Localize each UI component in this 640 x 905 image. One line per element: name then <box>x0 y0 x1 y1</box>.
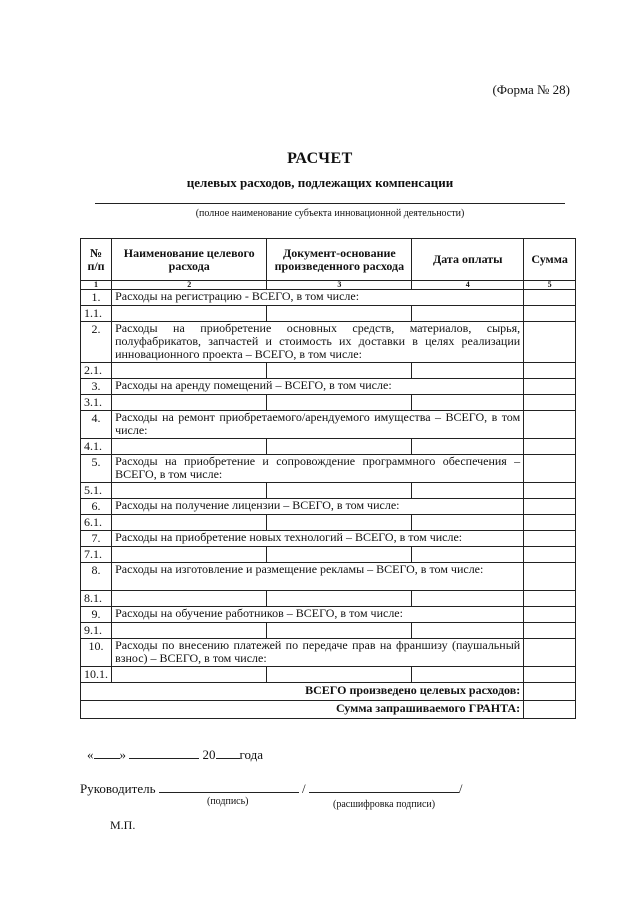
subrow-doc-cell[interactable] <box>267 667 412 683</box>
table-row <box>81 455 576 483</box>
document-title: РАСЧЕТ <box>287 150 353 167</box>
subrow-doc-cell[interactable] <box>267 623 412 639</box>
table-subrow <box>81 667 576 683</box>
subrow-sum-cell[interactable] <box>524 363 576 379</box>
row-sum-cell[interactable] <box>524 455 576 483</box>
subrow-doc-cell[interactable] <box>267 306 412 322</box>
subrow-sum-cell[interactable] <box>524 439 576 455</box>
grant-sum-cell[interactable] <box>524 701 576 719</box>
row-number: 6. <box>81 499 112 515</box>
table-row <box>81 411 576 439</box>
table-subrow <box>81 439 576 455</box>
subrow-date-cell[interactable] <box>412 591 524 607</box>
signature-slash: / <box>302 781 306 796</box>
table-row <box>81 639 576 667</box>
subrow-name-cell[interactable] <box>112 483 267 499</box>
table-subrow <box>81 363 576 379</box>
day-blank[interactable] <box>94 746 120 759</box>
row-number: 10. <box>81 639 112 667</box>
table-row <box>81 290 576 306</box>
row-description: Расходы на ремонт приобретаемого/арендуемого имущества – ВСЕГО, в том числе: <box>112 411 524 439</box>
row-number: 2. <box>81 322 112 363</box>
row-description: Расходы на получение лицензии – ВСЕГО, в том числе: <box>112 499 524 515</box>
subrow-name-cell[interactable] <box>112 547 267 563</box>
total-expenses-row <box>81 683 576 701</box>
row-sum-cell[interactable] <box>524 531 576 547</box>
row-sum-cell[interactable] <box>524 639 576 667</box>
table-row <box>81 531 576 547</box>
decode-blank[interactable] <box>309 780 459 793</box>
row-description: Расходы на обучение работников – ВСЕГО, в том числе: <box>112 607 524 623</box>
subrow-sum-cell[interactable] <box>524 667 576 683</box>
subrow-sum-cell[interactable] <box>524 623 576 639</box>
table-subrow <box>81 547 576 563</box>
subrow-date-cell[interactable] <box>412 439 524 455</box>
column-number: 1 <box>81 281 112 290</box>
signature-slash-end: / <box>458 781 463 796</box>
subrow-number: 2.1. <box>81 363 112 379</box>
subrow-doc-cell[interactable] <box>267 515 412 531</box>
row-sum-cell[interactable] <box>524 322 576 363</box>
column-number: 5 <box>524 281 576 290</box>
subrow-number: 6.1. <box>81 515 112 531</box>
row-sum-cell[interactable] <box>524 290 576 306</box>
row-number: 7. <box>81 531 112 547</box>
head-label: Руководитель <box>80 781 156 796</box>
row-sum-cell[interactable] <box>524 411 576 439</box>
row-sum-cell[interactable] <box>524 379 576 395</box>
subrow-date-cell[interactable] <box>412 363 524 379</box>
table-subrow <box>81 306 576 322</box>
header-name: Наименование целевого расхода <box>112 239 267 281</box>
table-row <box>81 322 576 363</box>
table-header-row <box>81 239 576 281</box>
row-number: 4. <box>81 411 112 439</box>
date-open-quote: « <box>87 747 94 762</box>
subrow-sum-cell[interactable] <box>524 547 576 563</box>
table-subrow <box>81 515 576 531</box>
row-description: Расходы на изготовление и размещение рекламы – ВСЕГО, в том числе: <box>112 563 524 591</box>
table-row <box>81 607 576 623</box>
header-date: Дата оплаты <box>412 239 524 281</box>
subrow-name-cell[interactable] <box>112 667 267 683</box>
table-row <box>81 563 576 591</box>
subrow-name-cell[interactable] <box>112 306 267 322</box>
subrow-name-cell[interactable] <box>112 515 267 531</box>
total-expenses-label: ВСЕГО произведено целевых расходов: <box>81 683 524 701</box>
subrow-date-cell[interactable] <box>412 547 524 563</box>
row-description: Расходы на регистрацию - ВСЕГО, в том числе: <box>112 290 524 306</box>
row-number: 3. <box>81 379 112 395</box>
grant-sum-label: Сумма запрашиваемого ГРАНТА: <box>81 701 524 719</box>
signature-line <box>80 780 463 797</box>
decode-caption: (расшифровка подписи) <box>333 799 436 810</box>
document-subtitle: целевых расходов, подлежащих компенсации <box>186 175 454 190</box>
subrow-doc-cell[interactable] <box>267 591 412 607</box>
column-number: 2 <box>112 281 267 290</box>
row-description: Расходы на приобретение основных средств, материалов, сырья, полуфабрикатов, запчастей и стоимость их доставки в целях реализации инновационного проекта – ВСЕГО, в том числе: <box>112 322 524 363</box>
subrow-date-cell[interactable] <box>412 515 524 531</box>
date-line <box>87 746 263 763</box>
row-description: Расходы на аренду помещений – ВСЕГО, в том числе: <box>112 379 524 395</box>
subject-name-line <box>95 203 565 204</box>
subrow-date-cell[interactable] <box>412 667 524 683</box>
subrow-sum-cell[interactable] <box>524 591 576 607</box>
subrow-doc-cell[interactable] <box>267 439 412 455</box>
header-sum: Сумма <box>524 239 576 281</box>
subrow-number: 7.1. <box>81 547 112 563</box>
subrow-date-cell[interactable] <box>412 623 524 639</box>
row-number: 5. <box>81 455 112 483</box>
table-subrow <box>81 623 576 639</box>
total-expenses-sum-cell[interactable] <box>524 683 576 701</box>
subrow-date-cell[interactable] <box>412 395 524 411</box>
table-subrow <box>81 591 576 607</box>
subrow-doc-cell[interactable] <box>267 395 412 411</box>
subrow-number: 5.1. <box>81 483 112 499</box>
subrow-doc-cell[interactable] <box>267 547 412 563</box>
subrow-number: 8.1. <box>81 591 112 607</box>
row-number: 8. <box>81 563 112 591</box>
subrow-number: 4.1. <box>81 439 112 455</box>
subrow-number: 1.1. <box>81 306 112 322</box>
subrow-sum-cell[interactable] <box>524 515 576 531</box>
subrow-name-cell[interactable] <box>112 395 267 411</box>
subrow-sum-cell[interactable] <box>524 306 576 322</box>
signature-caption: (подпись) <box>207 796 249 807</box>
subrow-number: 9.1. <box>81 623 112 639</box>
subrow-date-cell[interactable] <box>412 306 524 322</box>
column-number: 4 <box>412 281 524 290</box>
table-subrow <box>81 483 576 499</box>
column-number: 3 <box>267 281 412 290</box>
signature-blank[interactable] <box>159 780 299 793</box>
row-sum-cell[interactable] <box>524 563 576 591</box>
month-blank[interactable] <box>129 746 199 759</box>
row-number: 1. <box>81 290 112 306</box>
grant-sum-row <box>81 701 576 719</box>
form-number: (Форма № 28) <box>492 82 570 97</box>
year-blank[interactable] <box>216 746 240 759</box>
year-suffix: года <box>239 747 264 762</box>
subrow-sum-cell[interactable] <box>524 483 576 499</box>
row-sum-cell[interactable] <box>524 607 576 623</box>
subrow-number: 3.1. <box>81 395 112 411</box>
subrow-name-cell[interactable] <box>112 591 267 607</box>
subrow-sum-cell[interactable] <box>524 395 576 411</box>
table-row <box>81 499 576 515</box>
subrow-date-cell[interactable] <box>412 483 524 499</box>
subrow-name-cell[interactable] <box>112 363 267 379</box>
row-description: Расходы на приобретение и сопровождение программного обеспечения – ВСЕГО, в том числе: <box>112 455 524 483</box>
header-num: № п/п <box>81 239 112 281</box>
row-sum-cell[interactable] <box>524 499 576 515</box>
header-doc: Документ-основание произведенного расхода <box>267 239 412 281</box>
stamp-place: М.П. <box>110 818 136 832</box>
table-row <box>81 379 576 395</box>
subrow-doc-cell[interactable] <box>267 483 412 499</box>
year-prefix: 20 <box>202 747 216 762</box>
table-subrow <box>81 395 576 411</box>
subrow-number: 10.1. <box>81 667 112 683</box>
date-close-quote: » <box>119 747 126 762</box>
row-description: Расходы на приобретение новых технологий – ВСЕГО, в том числе: <box>112 531 524 547</box>
subrow-name-cell[interactable] <box>112 623 267 639</box>
subrow-name-cell[interactable] <box>112 439 267 455</box>
expenses-table <box>80 238 576 719</box>
row-description: Расходы по внесению платежей по передаче прав на франшизу (паушальный взнос) – ВСЕГО, в том числе: <box>112 639 524 667</box>
subject-name-caption: (полное наименование субъекта инновационной деятельности) <box>195 208 465 219</box>
subrow-doc-cell[interactable] <box>267 363 412 379</box>
row-number: 9. <box>81 607 112 623</box>
